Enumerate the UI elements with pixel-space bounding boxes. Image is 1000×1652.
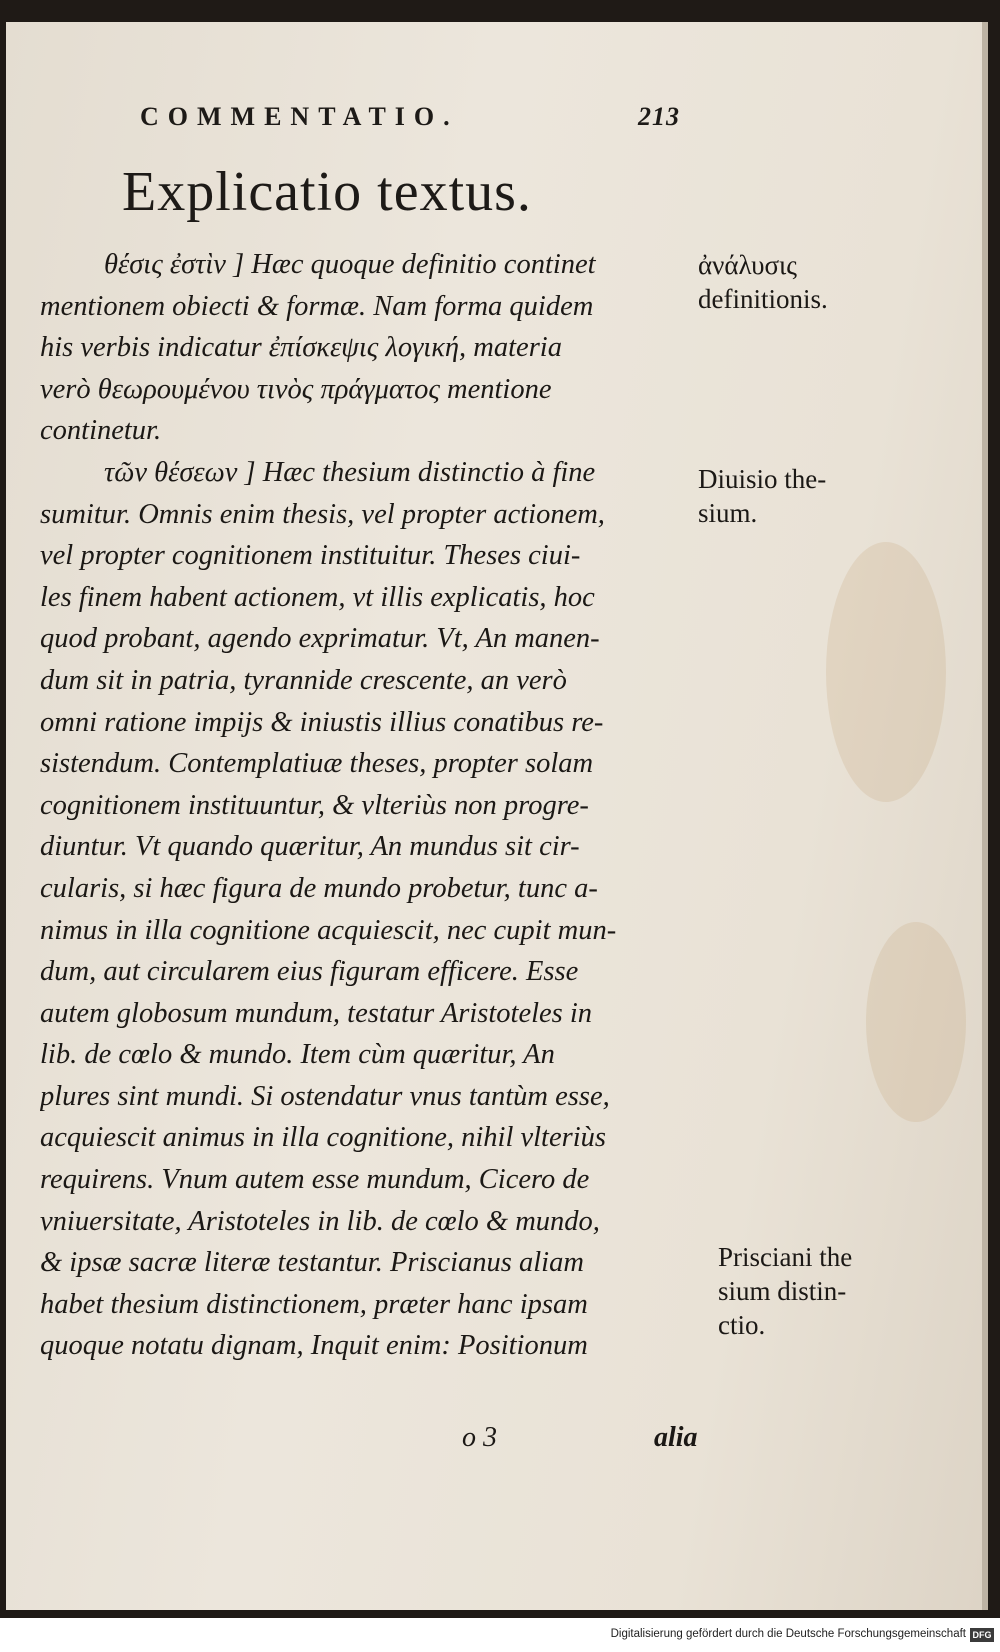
footer-credit: Digitalisierung gefördert durch die Deutsche Forschungsgemeinschaft [610,1628,966,1640]
text-line: requirens. Vnum autem esse mundum, Cicero de [40,1164,590,1196]
text-line: nimus in illa cognitione acquiescit, nec cupit mun- [40,914,617,946]
book-page [6,22,988,1610]
running-head-title: COMMENTATIO. [140,102,459,131]
text-line: autem globosum mundum, testatur Aristoteles in [40,997,593,1029]
text-line: dum sit in patria, tyrannide crescente, an verò [40,664,567,696]
running-head [140,102,680,132]
paper-stain [826,542,946,802]
text-line: acquiescit animus in illa cognitione, nihil vlteriùs [40,1122,606,1154]
text-line: lib. de cœlo & mundo. Item cùm quæritur, An [40,1039,555,1071]
margin-note-line: sium. [698,498,758,528]
margin-note-line: ἀνάλυσις [698,250,797,280]
text-line: omni ratione impijs & iniustis illius conatibus re- [40,706,604,738]
text-line: plures sint mundi. Si ostendatur vnus tantùm esse, [40,1080,610,1112]
margin-note-analysis [698,248,828,316]
margin-note-line: ctio. [718,1310,766,1340]
text-line: diuntur. Vt quando quæritur, An mundus sit cir- [40,831,580,863]
text-line: vniuersitate, Aristoteles in lib. de cœlo & mundo, [40,1205,600,1237]
catchword: alia [654,1422,698,1453]
text-line: sumitur. Omnis enim thesis, vel propter actionem, [40,498,605,530]
text-line: continetur. [40,415,162,447]
text-line: quod probant, agendo exprimatur. Vt, An manen- [40,623,600,655]
text-line: sistendum. Contemplatiuæ theses, propter solam [40,748,594,780]
text-line: mentionem obiecti & formæ. Nam forma quidem [40,290,594,322]
text-line: habet thesium distinctionem, præter hanc ipsam [40,1288,588,1320]
margin-note-line: definitionis. [698,284,828,314]
signature-mark: o 3 [462,1422,497,1453]
dfg-logo-icon: DFG [970,1628,994,1642]
text-line: quoque notatu dignam, Inquit enim: Positionum [40,1330,588,1362]
margin-note-line: Prisciani the [718,1242,853,1272]
text-line: les finem habent actionem, vt illis explicatis, hoc [40,581,595,613]
paper-stain [866,922,966,1122]
text-line: dum, aut circularem eius figuram efficere. Esse [40,956,579,988]
page-number: 213 [638,102,680,131]
section-title: Explicatio textus. [122,161,532,223]
body-text [40,244,706,1367]
margin-note-line: sium distin- [718,1276,847,1306]
text-line: his verbis indicatur ἐπίσκεψις λογική, materia [40,332,562,364]
text-line: vel propter cognitionem instituitur. Theses ciui- [40,540,581,572]
margin-note-priscian [718,1240,852,1342]
margin-note-division [698,462,826,530]
text-line: cognitionem instituuntur, & vlteriùs non progre- [40,789,589,821]
footer-bar [0,1618,1000,1652]
text-line: cularis, si hæc figura de mundo probetur, tunc a- [40,872,598,904]
text-line: & ipsæ sacræ literæ testantur. Priscianus aliam [40,1247,584,1279]
text-line: τῶν θέσεων ] Hæc thesium distinctio à fine [104,456,596,488]
text-line: verò θεωρουμένου τινὸς πράγματος mentione [40,373,552,405]
margin-note-line: Diuisio the- [698,464,827,494]
text-line: θέσις ἐστὶν ] Hæc quoque definitio continet [104,249,596,280]
